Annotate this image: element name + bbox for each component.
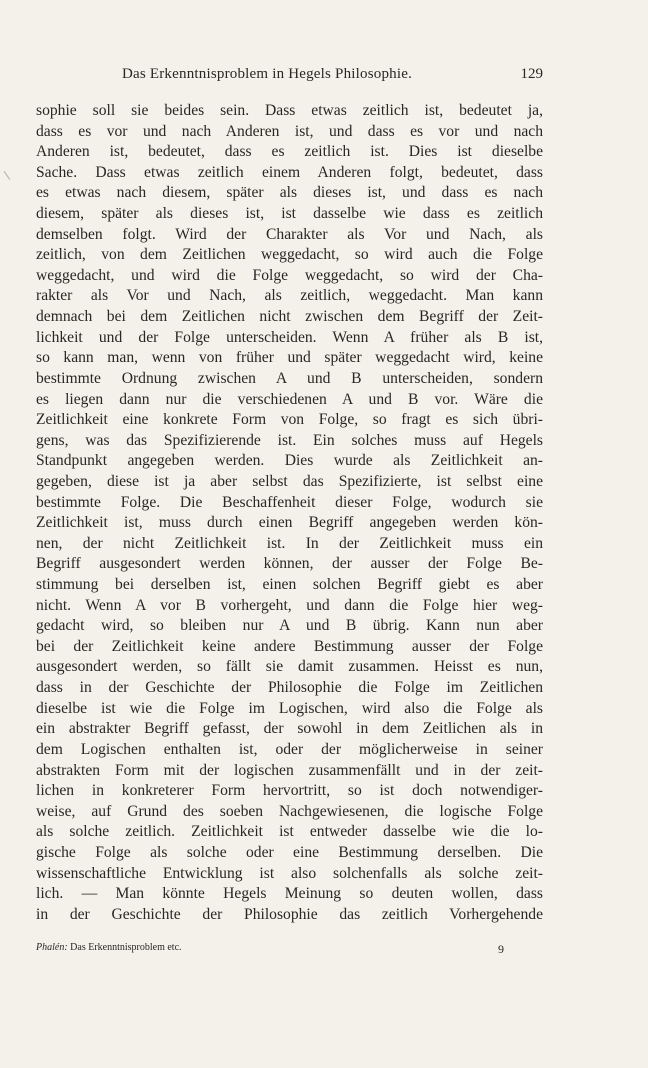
- text-line: gedacht wird, so bleiben nur A und B übrig. Kann nun aber: [36, 617, 543, 635]
- footer-short-title: Das Erkenntnisproblem etc.: [70, 942, 182, 953]
- text-line: dem Logischen enthalten ist, oder der möglicherweise in seiner: [36, 740, 543, 758]
- text-line: bei der Zeitlichkeit keine andere Bestimmung ausser der Folge: [36, 637, 543, 655]
- margin-mark: [4, 168, 15, 180]
- text-line: stimmung bei derselben ist, einen solchen Begriff giebt es aber: [36, 576, 543, 594]
- text-line: dass in der Geschichte der Philosophie die Folge im Zeitlichen: [36, 679, 543, 697]
- text-line: bestimmte Ordnung zwischen A und B unterscheiden, sondern: [36, 369, 543, 387]
- text-line: rakter als Vor und Nach, als zeitlich, weggedacht. Man kann: [36, 287, 543, 305]
- text-line: dieselbe ist wie die Folge im Logischen, wird also die Folge als: [36, 699, 543, 717]
- body-paragraph: [36, 101, 543, 925]
- text-line: lichen in konkreterer Form hervortritt, so ist doch notwendiger-: [36, 782, 543, 800]
- text-line: weise, auf Grund des soeben Nachgewiesenen, die logische Folge: [36, 802, 543, 820]
- footer-signature-line: [36, 942, 182, 953]
- text-line: demselben folgt. Wird der Charakter als Vor und Nach, als: [36, 225, 543, 243]
- text-line: lich. — Man könnte Hegels Meinung so deuten wollen, dass: [36, 885, 543, 903]
- text-line: in der Geschichte der Philosophie das zeitlich Vorhergehende: [36, 905, 543, 923]
- text-line: ausgesondert werden, so fällt sie damit zusammen. Heisst es nun,: [36, 658, 543, 676]
- text-line: Zeitlichkeit eine konkrete Form von Folge, so fragt es sich übri-: [36, 411, 543, 429]
- text-line: es etwas nach diesem, später als dieses ist, und dass es nach: [36, 184, 543, 202]
- page-footer: [36, 942, 543, 960]
- printer-signature-mark: 9: [498, 942, 504, 956]
- text-line: Zeitlichkeit ist, muss durch einen Begriff angegeben werden kön-: [36, 514, 543, 532]
- text-line: wissenschaftliche Entwicklung ist also solchenfalls als solche zeit-: [36, 864, 543, 882]
- text-line: Anderen ist, bedeutet, dass es zeitlich ist. Dies ist dieselbe: [36, 143, 543, 161]
- text-line: gische Folge als solche oder eine Bestimmung derselben. Die: [36, 843, 543, 861]
- text-line: demnach bei dem Zeitlichen nicht zwischen dem Begriff der Zeit-: [36, 308, 543, 326]
- text-line: Sache. Dass etwas zeitlich einem Anderen folgt, bedeutet, dass: [36, 163, 543, 181]
- text-line: bestimmte Folge. Die Beschaffenheit dieser Folge, wodurch sie: [36, 493, 543, 511]
- text-line: gegeben, diese ist ja aber selbst das Spezifizierte, ist selbst eine: [36, 472, 543, 490]
- text-line: lichkeit und der Folge unterscheiden. Wenn A früher als B ist,: [36, 328, 543, 346]
- running-head: [36, 66, 543, 88]
- text-line: sophie soll sie beides sein. Dass etwas zeitlich ist, bedeutet ja,: [36, 102, 543, 119]
- text-line: es liegen dann nur die verschiedenen A und B vor. Wäre die: [36, 390, 543, 408]
- text-line: Begriff ausgesondert werden können, der ausser der Folge Be-: [36, 555, 543, 573]
- text-line: abstrakten Form mit der logischen zusammenfällt und in der zeit-: [36, 761, 543, 779]
- text-line: diesem, später als dieses ist, ist dasselbe wie dass es zeitlich: [36, 205, 543, 223]
- text-line: nen, der nicht Zeitlichkeit ist. In der Zeitlichkeit muss ein: [36, 534, 543, 552]
- text-line: gens, was das Spezifizierende ist. Ein solches muss auf Hegels: [36, 431, 543, 449]
- running-title: Das Erkenntnisproblem in Hegels Philosophie.: [122, 66, 413, 82]
- text-line: nicht. Wenn A vor B vorhergeht, und dann die Folge hier weg-: [36, 596, 543, 614]
- footer-author: Phalén:: [36, 942, 68, 953]
- text-line: so kann man, wenn von früher und später weggedacht wird, keine: [36, 349, 543, 367]
- text-line: ein abstrakter Begriff gefasst, der sowohl in dem Zeitlichen als in: [36, 720, 543, 738]
- text-line: als solche zeitlich. Zeitlichkeit ist entweder dasselbe wie die lo-: [36, 823, 543, 841]
- text-line: weggedacht, und wird die Folge weggedacht, so wird der Cha-: [36, 266, 543, 284]
- text-line: Standpunkt angegeben werden. Dies wurde als Zeitlichkeit an-: [36, 452, 543, 470]
- text-line: zeitlich, von dem Zeitlichen weggedacht, so wird auch die Folge: [36, 246, 543, 264]
- page-number: 129: [520, 66, 543, 82]
- text-line: dass es vor und nach Anderen ist, und dass es vor und nach: [36, 122, 543, 140]
